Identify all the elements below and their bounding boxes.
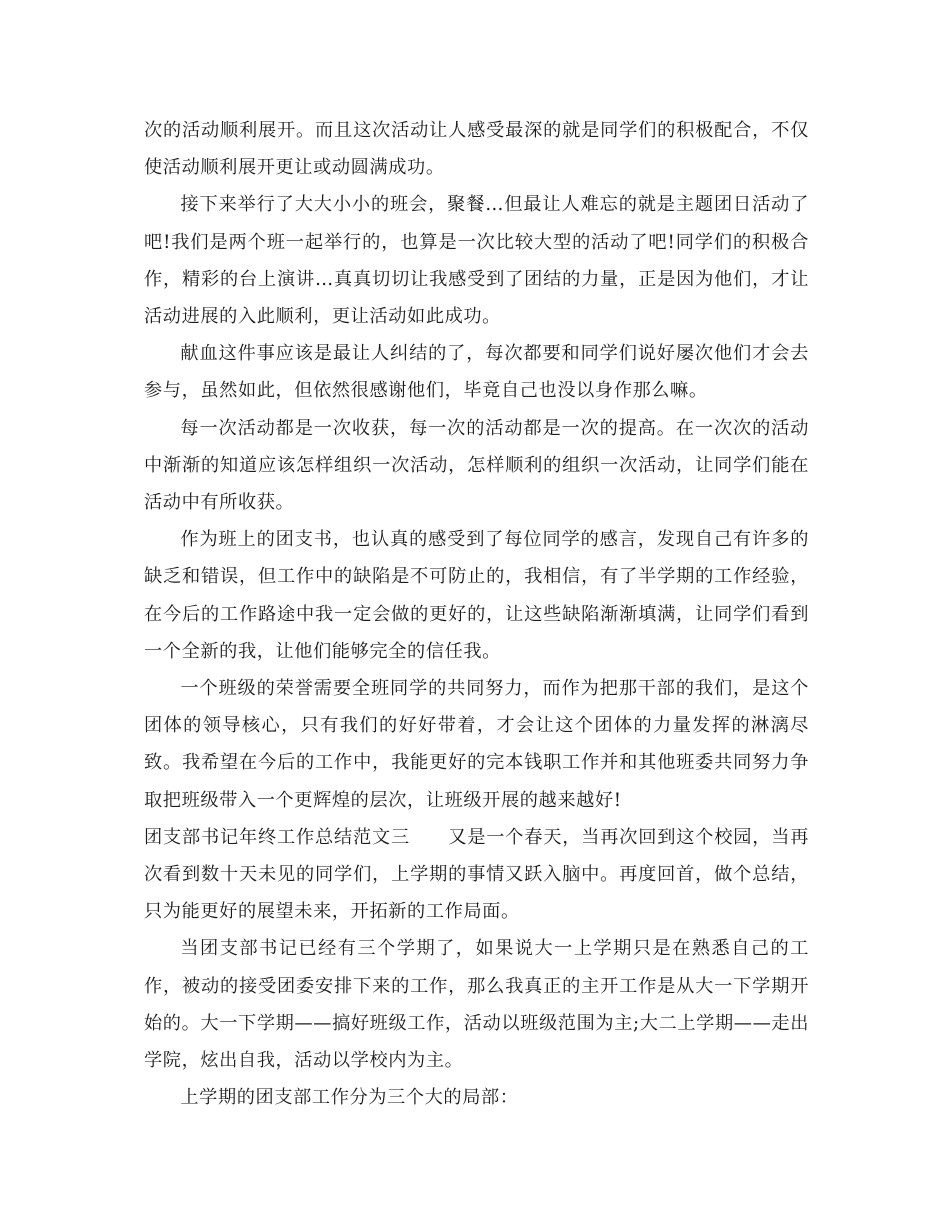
section-intro-text: 又是一个春天，当再次回到这个校园，当再次看到数十天未见的同学们，上学期的事情又跃入脑中。再度回首，做个总结，只为能更好的展望未来，开拓新的工作局面。 [144, 826, 809, 923]
document-body [144, 112, 809, 1116]
paragraph-harvest: 每一次活动都是一次收获，每一次的活动都是一次的提高。在一次次的活动中渐渐的知道应该怎样组织一次活动，怎样顺利的组织一次活动，让同学们能在活动中有所收获。 [144, 417, 809, 514]
paragraph-reflection: 作为班上的团支书，也认真的感受到了每位同学的感言，发现自己有许多的缺乏和错误，但工作中的缺陷是不可防止的，我相信，有了半学期的工作经验，在今后的工作路途中我一定会做的更好的，让这些缺陷渐渐填满，让同学们看到一个全新的我，让他们能够完全的信任我。 [144, 529, 809, 662]
paragraph-theme-day: 接下来举行了大大小小的班会，聚餐…但最让人难忘的就是主题团日活动了吧!我们是两个班一起举行的，也算是一次比较大型的活动了吧!同学们的积极合作，精彩的台上演讲…真真切切让我感受到了团结的力量，正是因为他们，才让活动进展的入此顺利，更让活动如此成功。 [144, 194, 809, 328]
paragraph-three-semesters: 当团支部书记已经有三个学期了，如果说大一上学期只是在熟悉自己的工作，被动的接受团委安排下来的工作，那么我真正的主开工作是从大一下学期开始的。大一下学期——搞好班级工作，活动以班级范围为主;大二上学期——走出学院，炫出自我，活动以学校内为主。 [144, 938, 809, 1072]
paragraph-work-parts: 上学期的团支部工作分为三个大的局部： [180, 1087, 519, 1109]
section-heading: 团支部书记年终工作总结范文三 [144, 826, 410, 848]
paragraph-section-three [144, 819, 809, 931]
paragraph-continuation: 次的活动顺利展开。而且这次活动让人感受最深的就是同学们的积极配合，不仅使活动顺利展开更让或动圆满成功。 [144, 120, 809, 179]
paragraph-class-honor: 一个班级的荣誉需要全班同学的共同努力，而作为把那干部的我们，是这个团体的领导核心，只有我们的好好带着，才会让这个团体的力量发挥的淋漓尽致。我希望在今后的工作中，我能更好的完本钱职工作并和其他班委共同努力争取把班级带入一个更辉煌的层次，让班级开展的越来越好! [144, 678, 809, 811]
paragraph-blood-donation: 献血这件事应该是最让人纠结的了，每次都要和同学们说好屡次他们才会去参与，虽然如此，但依然很感谢他们，毕竟自己也没以身作那么嘛。 [144, 343, 809, 402]
